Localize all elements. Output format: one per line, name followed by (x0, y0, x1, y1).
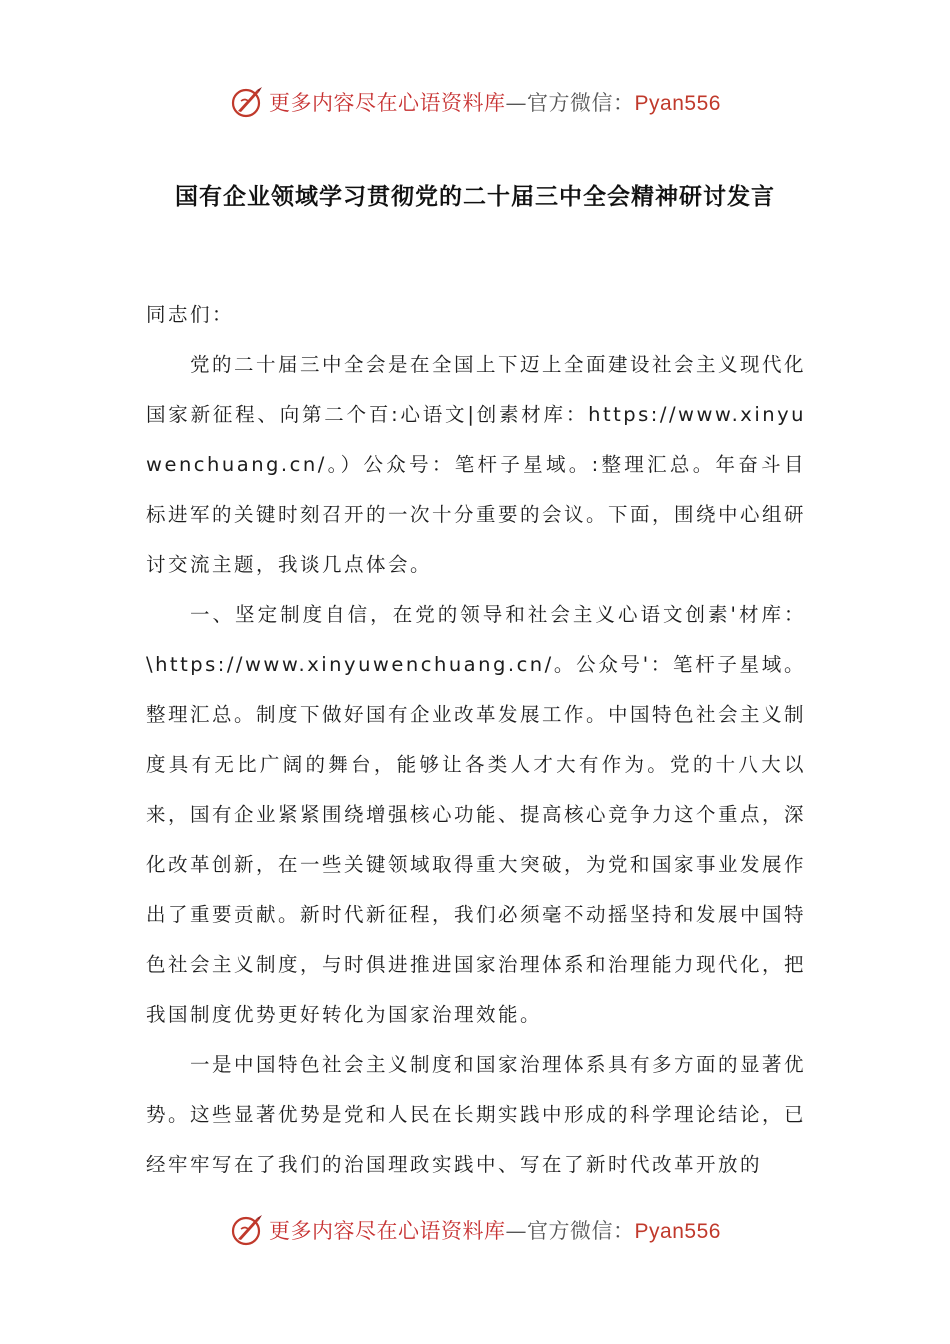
quill-logo-icon (229, 84, 265, 120)
watermark-text: 更多内容尽在心语资料库—官方微信：Pyan556 (269, 1219, 721, 1243)
document-title: 国有企业领域学习贯彻党的二十届三中全会精神研讨发言 (175, 184, 775, 210)
document-body (146, 290, 806, 1190)
watermark-banner-bottom (0, 1208, 950, 1252)
paragraph-3: 一是中国特色社会主义制度和国家治理体系具有多方面的显著优势。这些显著优势是党和人民在长期实践中形成的科学理论结论，已经牢牢写在了我们的治国理政实践中、写在了新时代改革开放的 (146, 1053, 807, 1176)
quill-logo-icon (229, 1212, 265, 1248)
watermark-banner-top (0, 80, 950, 124)
salutation: 同志们： (146, 303, 235, 326)
watermark-text: 更多内容尽在心语资料库—官方微信：Pyan556 (269, 91, 721, 115)
paragraph-1: 党的二十届三中全会是在全国上下迈上全面建设社会主义现代化国家新征程、向第二个百:心语文|创素材库：https://www.xinyuwenchuang.cn/。）公众号：笔杆子星域。:整理汇总。年奋斗目标进军的关键时刻召开的一次十分重要的会议。下面，围绕中心组研讨交流主题，我谈几点体会。 (146, 353, 807, 576)
paragraph-2: 一、坚定制度自信，在党的领导和社会主义心语文创素'材库：\https://www.xinyuwenchuang.cn/。公众号'：笔杆子星域。整理汇总。制度下做好国有企业改革发展工作。中国特色社会主义制度具有无比广阔的舞台，能够让各类人才大有作为。党的十八大以来，国有企业紧紧围绕增强核心功能、提高核心竞争力这个重点，深化改革创新，在一些关键领域取得重大突破，为党和国家事业发展作出了重要贡献。新时代新征程，我们必须毫不动摇坚持和发展中国特色社会主义制度，与时俱进推进国家治理体系和治理能力现代化，把我国制度优势更好转化为国家治理效能。 (146, 603, 807, 1026)
